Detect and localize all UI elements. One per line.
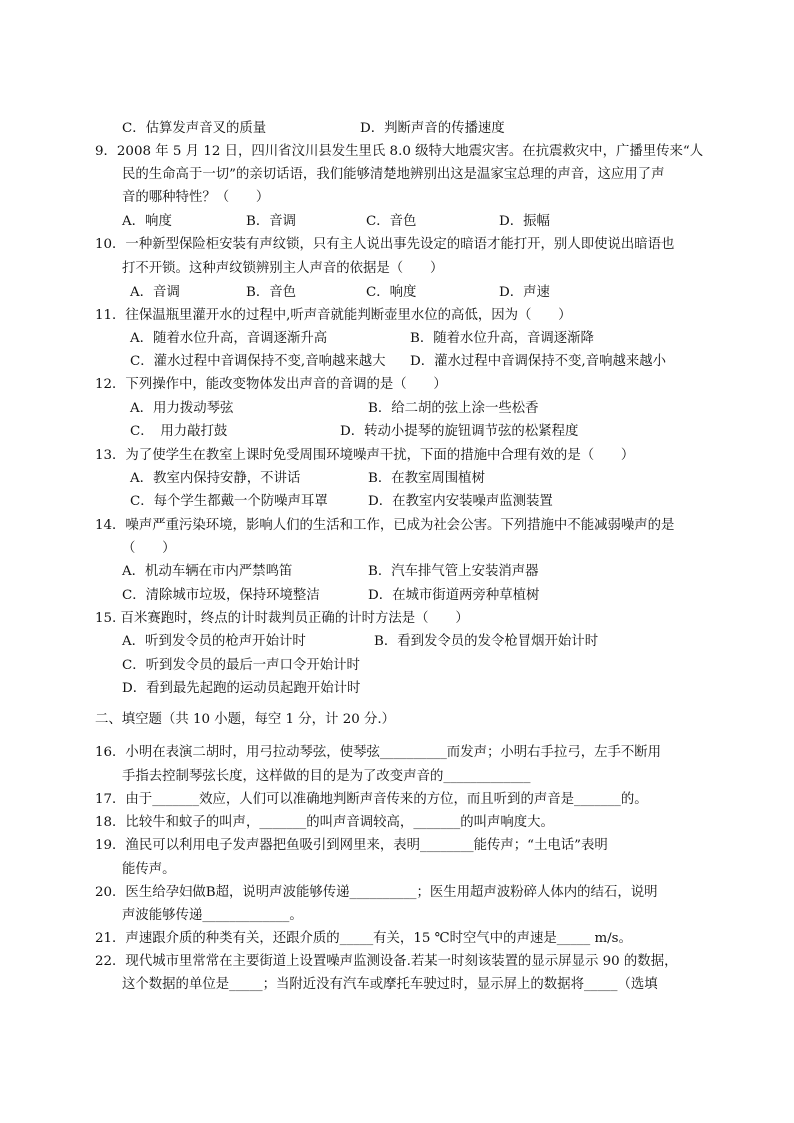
question-9-option-d: D．振幅: [499, 214, 550, 229]
question-16-line-2: 手指去控制琴弦长度，这样做的目的是为了改变声音的_____________: [122, 769, 531, 784]
question-14-line-2: （ ）: [122, 541, 176, 556]
question-11-option-a: A．随着水位升高，音调逐渐升高: [130, 331, 328, 346]
question-12-option-a: A．用力拨动琴弦: [130, 401, 234, 416]
prev-option-d: D．判断声音的传播速度: [360, 121, 505, 136]
section-2-heading: 二、填空题（共 10 小题，每空 1 分，计 20 分.）: [95, 712, 396, 727]
question-14-line-1: 14．噪声严重污染环境，影响人们的生活和工作，已成为社会公害。下列措施中不能减弱噪声的是: [95, 518, 675, 533]
question-15-line-1: 15. 百米赛跑时，终点的计时裁判员正确的计时方法是（ ）: [95, 611, 469, 626]
question-18-line-1: 18．比较牛和蚊子的叫声，_______的叫声音调较高，_______的叫声响度大。: [95, 815, 554, 830]
question-15-option-c: C．听到发令员的最后一声口令开始计时: [122, 658, 360, 673]
question-17-line-1: 17．由于_______效应，人们可以准确地判断声音传来的方位，而且听到的声音是_______的。: [95, 792, 648, 807]
question-9-option-c: C．音色: [366, 214, 417, 229]
question-9-line-3: 音的哪种特性？（ ）: [122, 190, 270, 205]
question-21-line-1: 21．声速跟介质的种类有关，还跟介质的_____有关，15 ℃时空气中的声速是_____ m/s。: [95, 931, 632, 946]
question-13-line-1: 13．为了使学生在教室上课时免受周围环境噪声干扰，下面的措施中合理有效的是（ ）: [95, 448, 635, 463]
question-10-line-1: 10．一种新型保险柜安装有声纹锁，只有主人说出事先设定的暗语才能打开，别人即使说出暗语也: [95, 237, 675, 252]
question-10-option-a: A．音调: [130, 285, 180, 300]
question-22-line-2: 这个数据的单位是_____；当附近没有汽车或摩托车驶过时，显示屏上的数据将_____（选填: [122, 977, 658, 992]
question-14-option-b: B．汽车排气管上安装消声器: [368, 564, 539, 579]
question-12-option-c: C． 用力敲打鼓: [130, 424, 228, 439]
question-20-line-1: 20．医生给孕妇做B超，说明声波能够传递__________；医生用超声波粉碎人体内的结石，说明: [95, 885, 658, 900]
question-11-line-1: 11．往保温瓶里灌开水的过程中,听声音就能判断壶里水位的高低，因为（ ）: [95, 308, 572, 323]
question-20-line-2: 声波能够传递_____________。: [122, 908, 303, 923]
question-19-line-2: 能传声。: [122, 862, 176, 877]
question-12-line-1: 12．下列操作中，能改变物体发出声音的音调的是（ ）: [95, 377, 447, 392]
question-11-option-c: C．灌水过程中音调保持不变,音响越来越大: [130, 354, 386, 369]
question-19-line-1: 19．渔民可以利用电子发声器把鱼吸引到网里来，表明________能传声；“土电话”表明: [95, 838, 608, 853]
question-9-line-1: 9．2008 年 5 月 12 日，四川省汶川县发生里氏 8.0 级特大地震灾害。在抗震救灾中，广播里传来“人: [95, 144, 704, 159]
question-14-option-a: A．机动车辆在市内严禁鸣笛: [122, 564, 293, 579]
question-13-option-b: B．在教室周围植树: [368, 471, 485, 486]
question-10-option-d: D．声速: [499, 285, 550, 300]
question-11-option-b: B．随着水位升高，音调逐渐降: [410, 331, 594, 346]
question-14-option-d: D．在城市街道两旁种草植树: [368, 588, 540, 603]
question-9-option-b: B．音调: [246, 214, 297, 229]
question-12-option-d: D．转动小提琴的旋钮调节弦的松紧程度: [340, 424, 579, 439]
prev-option-c: C．估算发声音叉的质量: [122, 121, 267, 136]
question-16-line-1: 16．小明在表演二胡时，用弓拉动琴弦，使琴弦__________而发声；小明右手拉弓，左手不断用: [95, 745, 662, 760]
question-22-line-1: 22．现代城市里常常在主要街道上设置噪声监测设备.若某一时刻该装置的显示屏显示 90 的数据，: [95, 954, 678, 969]
question-14-option-c: C．清除城市垃圾，保持环境整洁: [122, 588, 320, 603]
question-10-line-2: 打不开锁。这种声纹锁辨别主人声音的依据是（ ）: [122, 261, 444, 276]
question-11-option-d: D．灌水过程中音调保持不变,音响越来越小: [410, 354, 667, 369]
question-12-option-b: B．给二胡的弦上涂一些松香: [368, 401, 539, 416]
question-15-option-b: B．看到发令员的发令枪冒烟开始计时: [374, 634, 599, 649]
question-10-option-c: C．响度: [366, 285, 417, 300]
question-15-option-a: A．听到发令员的枪声开始计时: [122, 634, 306, 649]
question-13-option-d: D．在教室内安装噪声监测装置: [368, 494, 553, 509]
question-13-option-a: A．教室内保持安静，不讲话: [130, 471, 301, 486]
question-9-option-a: A．响度: [122, 214, 172, 229]
question-10-option-b: B．音色: [246, 285, 297, 300]
question-13-option-c: C．每个学生都戴一个防噪声耳罩: [130, 494, 328, 509]
question-9-line-2: 民的生命高于一切”的亲切话语，我们能够清楚地辨别出这是温家宝总理的声音，这应用了声: [122, 167, 665, 182]
question-15-option-d: D．看到最先起跑的运动员起跑开始计时: [122, 681, 361, 696]
